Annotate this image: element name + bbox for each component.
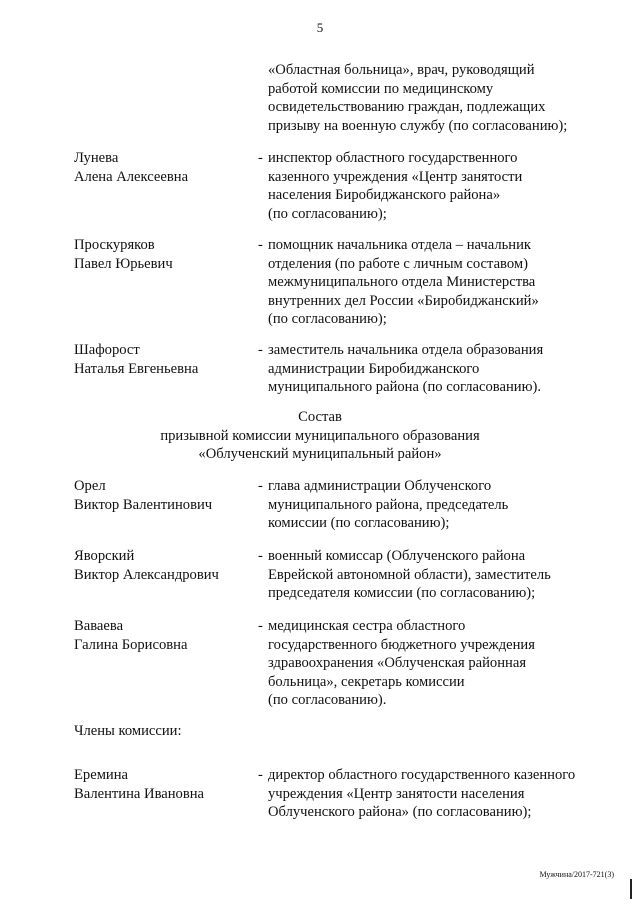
page-number: 5 xyxy=(316,20,324,35)
heading-line: призывной комиссии муниципального образования xyxy=(160,427,480,444)
role-line: (по согласованию); xyxy=(268,205,387,222)
member-role xyxy=(268,236,598,329)
dash-separator: - xyxy=(258,767,263,783)
role-line: государственного бюджетного учреждения xyxy=(268,636,535,653)
role-line: муниципального района (по согласованию). xyxy=(268,379,541,396)
member-role xyxy=(268,547,598,603)
member-given-names: Валентина Ивановна xyxy=(74,785,205,802)
member-given-names: Галина Борисовна xyxy=(74,636,188,653)
member-name xyxy=(74,341,244,378)
role-line: военный комиссар (Облученского района xyxy=(268,548,526,564)
member-surname: Еремина xyxy=(74,767,129,783)
member-role xyxy=(268,766,598,822)
member-role xyxy=(268,149,598,223)
role-line: Еврейской автономной области), заместитель xyxy=(268,566,551,583)
members-label: Члены комиссии: xyxy=(74,723,182,739)
scan-edge-mark xyxy=(630,879,632,899)
member-name xyxy=(74,477,244,514)
member-role xyxy=(268,617,598,710)
dash-separator: - xyxy=(258,150,263,166)
role-line: инспектор областного государственного xyxy=(268,150,518,166)
dash-separator: - xyxy=(258,548,263,564)
dash-separator: - xyxy=(258,618,263,634)
role-line: председателя комиссии (по согласованию); xyxy=(268,585,536,602)
role-line: помощник начальника отдела – начальник xyxy=(268,237,532,253)
role-line: внутренних дел России «Биробиджанский» xyxy=(268,292,539,309)
member-given-names: Виктор Александрович xyxy=(74,566,219,583)
member-name xyxy=(74,236,244,273)
continuation-line: «Областная больница», врач, руководящий xyxy=(268,62,535,78)
member-name xyxy=(74,617,244,654)
member-role xyxy=(268,341,598,397)
role-line: населения Биробиджанского района» xyxy=(268,187,501,204)
continuation-line: освидетельствованию граждан, подлежащих xyxy=(268,99,546,116)
member-surname: Орел xyxy=(74,478,106,494)
role-line: директор областного государственного казенного xyxy=(268,767,576,783)
member-given-names: Наталья Евгеньевна xyxy=(74,360,199,377)
role-line: (по согласованию); xyxy=(268,311,387,328)
role-line: межмуниципального отдела Министерства xyxy=(268,274,536,291)
role-line: казенного учреждения «Центр занятости xyxy=(268,168,523,185)
member-given-names: Алена Алексеевна xyxy=(74,168,189,185)
member-surname: Лунева xyxy=(74,150,119,166)
role-line: Облученского района» (по согласованию); xyxy=(268,804,532,821)
section-heading xyxy=(0,408,640,464)
role-line: отделения (по работе с личным составом) xyxy=(268,255,528,272)
member-surname: Яворский xyxy=(74,548,135,564)
role-line: здравоохранения «Облученская районная xyxy=(268,655,527,672)
document-code: Мужчина/2017-721(3) xyxy=(539,870,614,879)
continuation-text xyxy=(268,61,598,135)
dash-separator: - xyxy=(258,237,263,253)
dash-separator: - xyxy=(258,478,263,494)
heading-line: Состав xyxy=(298,409,342,425)
role-line: медицинская сестра областного xyxy=(268,618,466,634)
dash-separator: - xyxy=(258,342,263,358)
role-line: глава администрации Облученского xyxy=(268,478,492,494)
member-given-names: Виктор Валентинович xyxy=(74,496,213,513)
continuation-line: призыву на военную службу (по согласованию); xyxy=(268,117,568,134)
member-surname: Шафорост xyxy=(74,342,140,358)
role-line: администрации Биробиджанского xyxy=(268,360,480,377)
role-line: учреждения «Центр занятости населения xyxy=(268,785,525,802)
role-line: (по согласованию). xyxy=(268,692,387,709)
role-line: заместитель начальника отдела образования xyxy=(268,342,544,358)
member-given-names: Павел Юрьевич xyxy=(74,255,173,272)
member-name xyxy=(74,149,244,186)
role-line: комиссии (по согласованию); xyxy=(268,515,450,532)
member-name xyxy=(74,766,244,803)
member-surname: Ваваева xyxy=(74,618,124,634)
member-name xyxy=(74,547,244,584)
member-role xyxy=(268,477,598,533)
role-line: муниципального района, председатель xyxy=(268,496,509,513)
heading-line: «Облученский муниципальный район» xyxy=(198,446,442,463)
member-surname: Проскуряков xyxy=(74,237,155,253)
continuation-line: работой комиссии по медицинскому xyxy=(268,80,494,97)
role-line: больница», секретарь комиссии xyxy=(268,673,465,690)
